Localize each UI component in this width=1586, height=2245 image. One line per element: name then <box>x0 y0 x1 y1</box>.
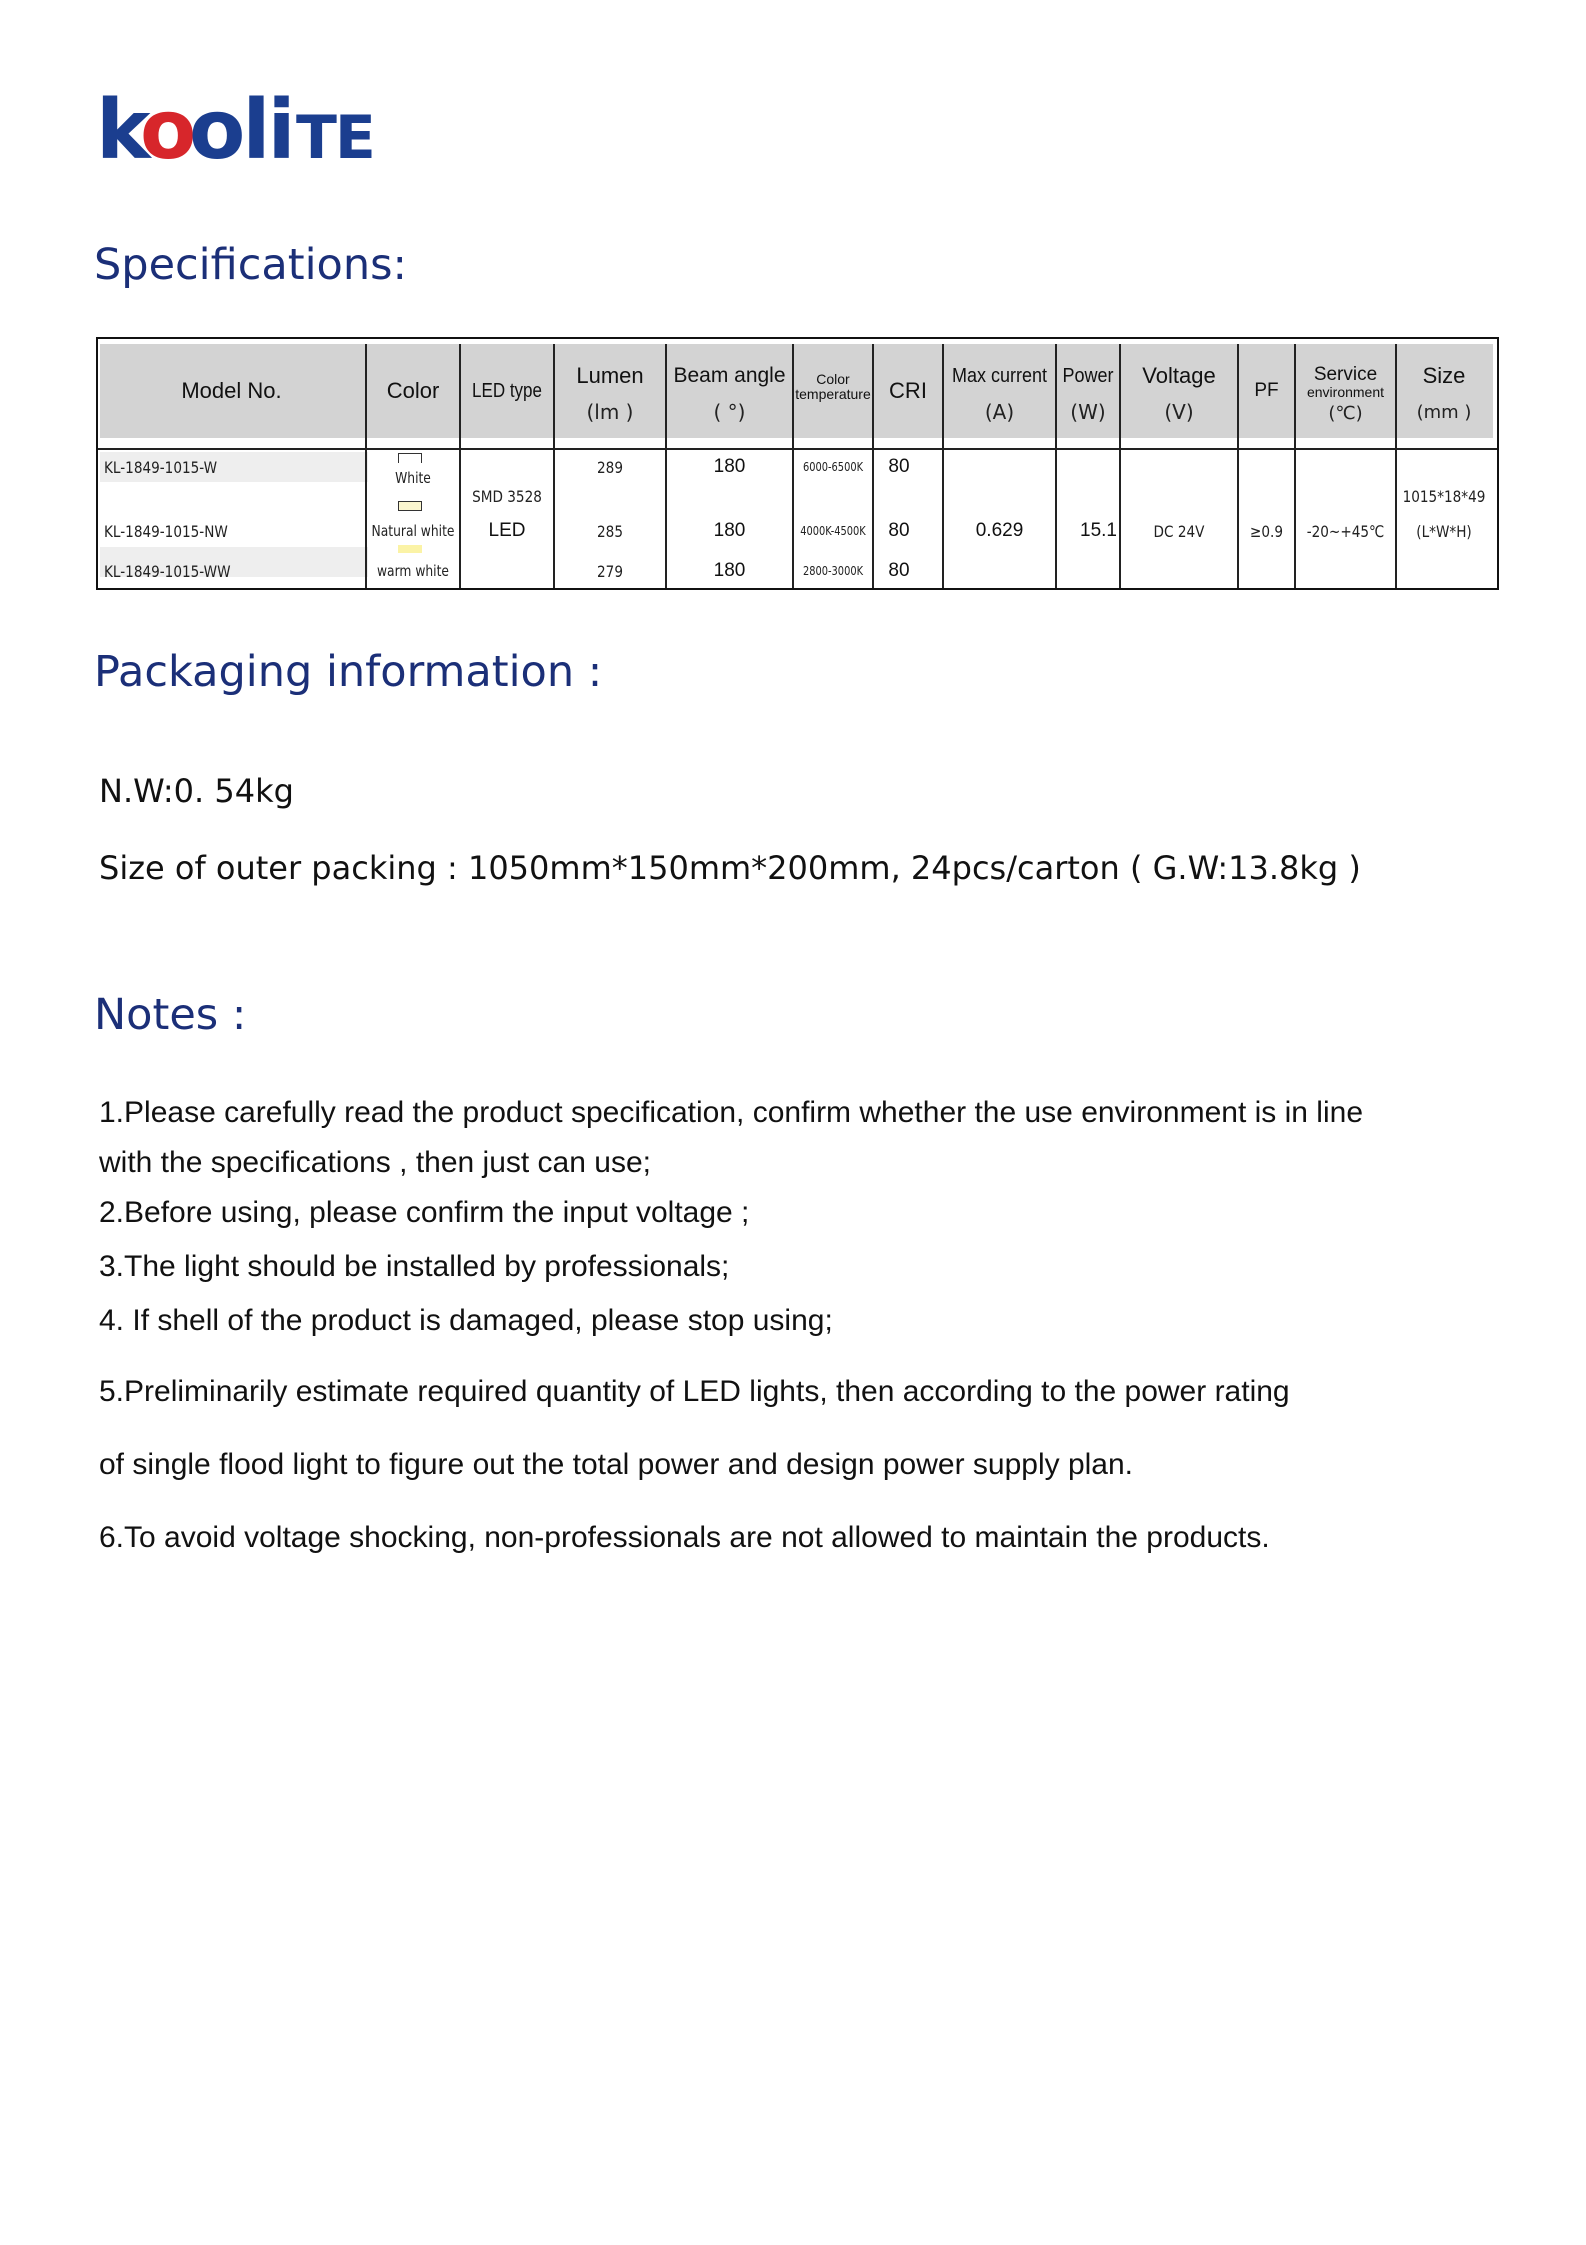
led-type-line1: SMD 3528 <box>472 486 542 506</box>
row3-color-temp: 2800-3000K <box>802 564 864 578</box>
header-max-current-unit: (A) <box>984 400 1015 424</box>
row3-color: warm white <box>376 562 449 580</box>
header-color-temperature <box>794 369 872 405</box>
size-value: 1015*18*49 <box>1402 486 1486 506</box>
row3-beam-angle: 180 <box>713 560 746 581</box>
notes-title: Notes : <box>94 990 247 1040</box>
row1-cri: 80 <box>888 456 910 477</box>
note-line: 3.The light should be installed by professionals; <box>99 1250 730 1283</box>
outer-packing: Size of outer packing : 1050mm*150mm*200mm, 24pcs/carton ( G.W:13.8kg ) <box>99 849 1361 887</box>
koolite-logo <box>96 72 396 172</box>
row1-beam-angle: 180 <box>713 456 746 477</box>
header-voltage-unit: (V) <box>1164 400 1194 424</box>
header-lumen: Lumen <box>576 363 644 388</box>
row3-model: KL-1849-1015-WW <box>104 561 231 581</box>
header-led-type: LED type <box>472 379 542 402</box>
header-pf: PF <box>1254 380 1279 401</box>
note-line: with the specifications , then just can use; <box>99 1146 651 1179</box>
note-line: 2.Before using, please confirm the input voltage ; <box>99 1196 750 1229</box>
row3-color-swatch <box>398 545 422 553</box>
row1-model: KL-1849-1015-W <box>104 457 218 477</box>
note-line: 5.Preliminarily estimate required quantity of LED lights, then according to the power rating <box>99 1375 1290 1408</box>
service-value: -20~+45℃ <box>1306 521 1385 541</box>
row2-model: KL-1849-1015-NW <box>104 521 228 541</box>
header-beam-angle-unit: ( °) <box>713 400 746 424</box>
header-color-temp-line2: temperature <box>795 386 871 402</box>
header-max-current: Max current <box>951 364 1048 387</box>
row1-color-temp: 6000-6500K <box>802 460 864 474</box>
svg-text:k: k <box>96 83 148 172</box>
net-weight: N.W:0. 54kg <box>99 772 294 810</box>
svg-text:oli: oli <box>189 83 293 172</box>
header-lumen-unit: (lm ) <box>586 400 634 424</box>
header-size-unit: (mm ) <box>1416 401 1472 423</box>
max-current-value: 0.629 <box>975 520 1024 541</box>
header-power-unit: (W) <box>1070 400 1106 424</box>
header-service-environment: environment <box>1306 383 1385 400</box>
header-color-temp-line1: Color <box>816 371 850 387</box>
spec-table <box>96 337 1499 590</box>
svg-text:TE: TE <box>296 103 374 172</box>
header-color: Color <box>386 378 440 403</box>
header-power: Power <box>1062 364 1114 387</box>
row1-color: White <box>395 469 431 487</box>
row2-lumen: 285 <box>597 521 623 541</box>
pf-value: ≥0.9 <box>1249 521 1284 541</box>
note-line: of single flood light to figure out the total power and design power supply plan. <box>99 1448 1134 1481</box>
row1-color-swatch <box>398 453 422 463</box>
row1-lumen: 289 <box>597 457 623 477</box>
row2-color-swatch <box>398 501 422 511</box>
svg-text:o: o <box>140 83 194 172</box>
row2-color: Natural white <box>371 522 455 540</box>
size-dimensions-label: (L*W*H) <box>1416 521 1472 541</box>
header-beam-angle: Beam angle <box>673 364 786 387</box>
row2-cri: 80 <box>888 520 910 541</box>
row3-cri: 80 <box>888 560 910 581</box>
specifications-title: Specifications: <box>94 240 407 290</box>
power-value: 15.1 <box>1080 520 1117 541</box>
header-service: Service <box>1313 364 1378 385</box>
packaging-title: Packaging information : <box>94 647 603 697</box>
row3-lumen: 279 <box>597 561 623 581</box>
row2-beam-angle: 180 <box>713 520 746 541</box>
header-service-unit: (℃) <box>1328 402 1363 424</box>
voltage-value: DC 24V <box>1153 521 1205 541</box>
header-cri: CRI <box>889 378 927 403</box>
note-line: 4. If shell of the product is damaged, please stop using; <box>99 1304 833 1337</box>
header-model: Model No. <box>181 378 282 403</box>
header-voltage: Voltage <box>1142 363 1216 388</box>
header-size: Size <box>1422 363 1466 388</box>
led-type-line2: LED <box>488 520 526 541</box>
row2-color-temp: 4000K-4500K <box>800 524 866 538</box>
note-line: 1.Please carefully read the product specification, confirm whether the use environment is in line <box>99 1096 1363 1129</box>
note-line: 6.To avoid voltage shocking, non-professionals are not allowed to maintain the products. <box>99 1521 1270 1554</box>
